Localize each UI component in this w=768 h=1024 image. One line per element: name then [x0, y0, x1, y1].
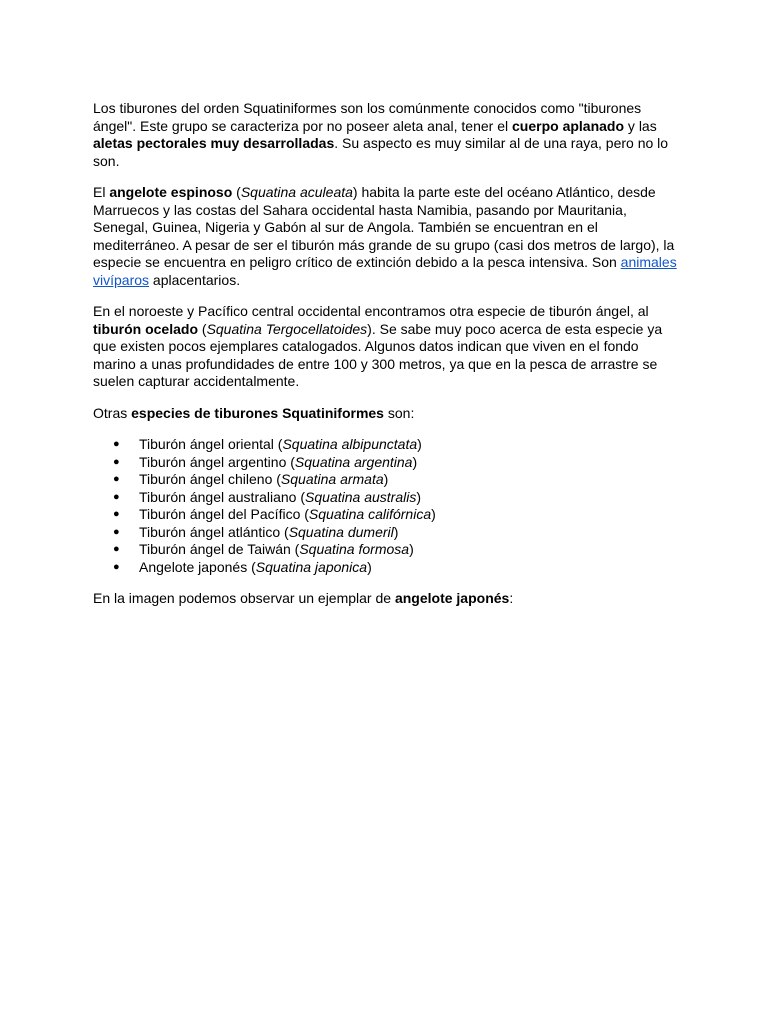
intro-text: y las [624, 117, 657, 134]
scientific-name: Squatina japonica [255, 558, 368, 575]
paren-close: ) [367, 558, 372, 575]
paren-close: ) [412, 453, 418, 470]
bullet-icon: ● [113, 455, 120, 468]
bullet-icon: ● [113, 490, 120, 503]
bold-term-angelote-japones: angelote japonés [394, 590, 510, 606]
scientific-name: Squatina dumeril [288, 523, 394, 540]
scientific-name: Squatina argentina [294, 453, 413, 470]
image-intro-paragraph [93, 590, 678, 608]
list-item [93, 506, 678, 524]
bold-term-cuerpo-aplanado: cuerpo aplanado [512, 117, 625, 134]
species-common-name: Tiburón ángel de Taiwán ( [139, 541, 300, 557]
bold-term-especies-squatiniformes: especies de tiburones Squatiniformes [131, 404, 384, 421]
scientific-name: Squatina Tergocellatoides [206, 320, 368, 337]
paragraph-text: El [93, 184, 110, 200]
paragraph-text: Otras [93, 404, 132, 421]
species-common-name: Tiburón ángel atlántico ( [139, 523, 289, 540]
bold-term-angelote-espinoso: angelote espinoso [109, 184, 233, 200]
angelote-espinoso-paragraph [93, 184, 678, 289]
paragraph-text: : [509, 590, 514, 606]
species-common-name: Tiburón ángel australiano ( [139, 488, 306, 505]
list-item [93, 541, 678, 559]
paren-close: ) [409, 541, 414, 557]
bold-term-aletas-pectorales: aletas pectorales muy desarrolladas [93, 135, 335, 151]
otras-especies-paragraph [93, 405, 678, 423]
intro-paragraph [93, 100, 678, 170]
species-common-name: Tiburón ángel argentino ( [139, 453, 295, 470]
intro-text: Los tiburones del orden Squatiniformes son los comúnmente conocidos como "tiburones ángel". Este grupo se caracteriza por no poseer aleta anal, tener el [93, 100, 642, 134]
tiburon-ocelado-paragraph [93, 303, 678, 391]
list-item [93, 454, 678, 472]
list-item [93, 524, 678, 542]
animales-viviparos-link[interactable]: animales vivíparos [93, 254, 677, 288]
species-common-name: Tiburón ángel oriental ( [139, 436, 283, 452]
scientific-name: Squatina califórnica [308, 506, 432, 522]
paren-close: ) [417, 436, 422, 452]
paragraph-text: aplacentarios. [149, 271, 241, 288]
scientific-name: Squatina aculeata [240, 184, 353, 200]
paragraph-text: ( [232, 184, 241, 200]
list-item [93, 436, 678, 454]
species-common-name: Angelote japonés ( [139, 558, 256, 575]
paren-close: ) [416, 488, 421, 505]
scientific-name: Squatina formosa [299, 541, 410, 557]
paren-close: ) [393, 523, 399, 540]
paragraph-text: son: [383, 404, 415, 421]
paragraph-text: ( [198, 320, 207, 337]
list-item [93, 489, 678, 507]
list-item [93, 471, 678, 489]
intro-text: . Su aspecto es muy similar al de una raya, pero no lo son. [93, 135, 669, 169]
bullet-icon: ● [113, 473, 120, 485]
species-common-name: Tiburón ángel chileno ( [139, 471, 281, 487]
paragraph-text: En el noroeste y Pacífico central occidental encontramos otra especie de tiburón ángel, al [93, 303, 649, 319]
bullet-icon: ● [113, 508, 120, 520]
paren-close: ) [383, 471, 389, 487]
paragraph-text: En la imagen podemos observar un ejemplar de [93, 590, 395, 606]
list-item [93, 559, 678, 577]
scientific-name: Squatina albipunctata [282, 436, 418, 452]
bold-term-tiburon-ocelado: tiburón ocelado [93, 320, 198, 337]
document-body [93, 100, 678, 622]
bullet-icon: ● [113, 525, 120, 538]
scientific-name: Squatina australis [305, 488, 417, 505]
paragraph-text: ) habita la parte este del océano Atlántico, desde Marruecos y las costas del Sahara occidental hasta Namibia, pasando por Mauritania, Senegal, Guinea, Nigeria y Gabón al sur de Angola. También se encuentran en el mediterráneo. A pesar de ser el tiburón más grande de su grupo (casi dos metros de largo), la especie se encuentra en peligro crítico de extinción debido a la pesca intensiva. Son [93, 184, 675, 270]
bullet-icon: ● [113, 543, 120, 555]
paragraph-text: ). Se sabe muy poco acerca de esta especie ya que existen pocos ejemplares catalogados. Algunos datos indican que viven en el fondo marino a unas profundidades de entre 100 y 300 metros, ya que en la pesca de arrastre se suelen capturar accidentalmente. [93, 320, 663, 389]
scientific-name: Squatina armata [280, 471, 384, 487]
bullet-icon: ● [113, 438, 120, 450]
species-list [93, 436, 678, 576]
paren-close: ) [431, 506, 436, 522]
species-common-name: Tiburón ángel del Pacífico ( [139, 506, 309, 522]
bullet-icon: ● [113, 560, 120, 573]
